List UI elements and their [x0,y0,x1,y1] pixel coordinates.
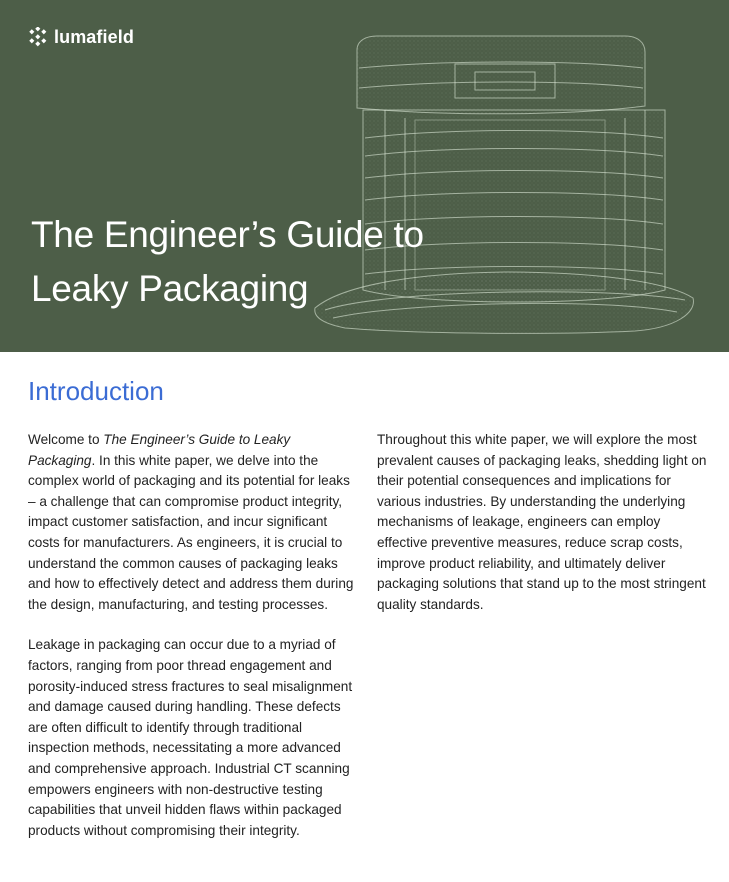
intro-p1-title-italic: The Engineer’s Guide to Leaky Packaging [28,432,291,468]
right-column [377,430,707,635]
intro-paragraph-2: Leakage in packaging can occur due to a myriad of factors, ranging from poor thread engagement and porosity-induced stress fractures to seal misalignment and damage caused during handling. These defects are often difficult to identify through traditional inspection methods, necessitating a more advanced and comprehensive approach. Industrial CT scanning empowers engineers with non-destructive testing capabilities that unveil hidden flaws within packaged products without compromising their integrity. [28,637,353,838]
page-title [31,208,424,316]
brand-logo[interactable] [28,27,134,47]
page-title-line-1: The Engineer’s Guide to [31,214,424,255]
hero-banner [0,0,729,352]
intro-p1-body: . In this white paper, we delve into the complex world of packaging and its potential for leaks – a challenge that can compromise product integrity, impact customer satisfaction, and incur significant costs for manufacturers. As engineers, it is crucial to understand the common causes of packaging leaks and how to effectively detect and address them during the design, manufacturing, and testing processes. [28,452,354,612]
intro-p1-prefix: Welcome to [28,432,104,447]
left-column [28,430,358,861]
lumafield-logo-icon [28,27,48,47]
page-title-line-2: Leaky Packaging [31,268,309,309]
brand-name: lumafield [54,27,134,47]
section-heading: Introduction [28,376,164,406]
intro-paragraph-1 [28,430,358,615]
intro-paragraph-3: Throughout this white paper, we will explore the most prevalent causes of packaging leaks, shedding light on their potential consequences and implications for various industries. By understanding the underlying mechanisms of leakage, engineers can employ effective preventive measures, reduce scrap costs, improve product reliability, and ultimately deliver packaging solutions that stand up to the most stringent quality standards. [377,432,707,612]
